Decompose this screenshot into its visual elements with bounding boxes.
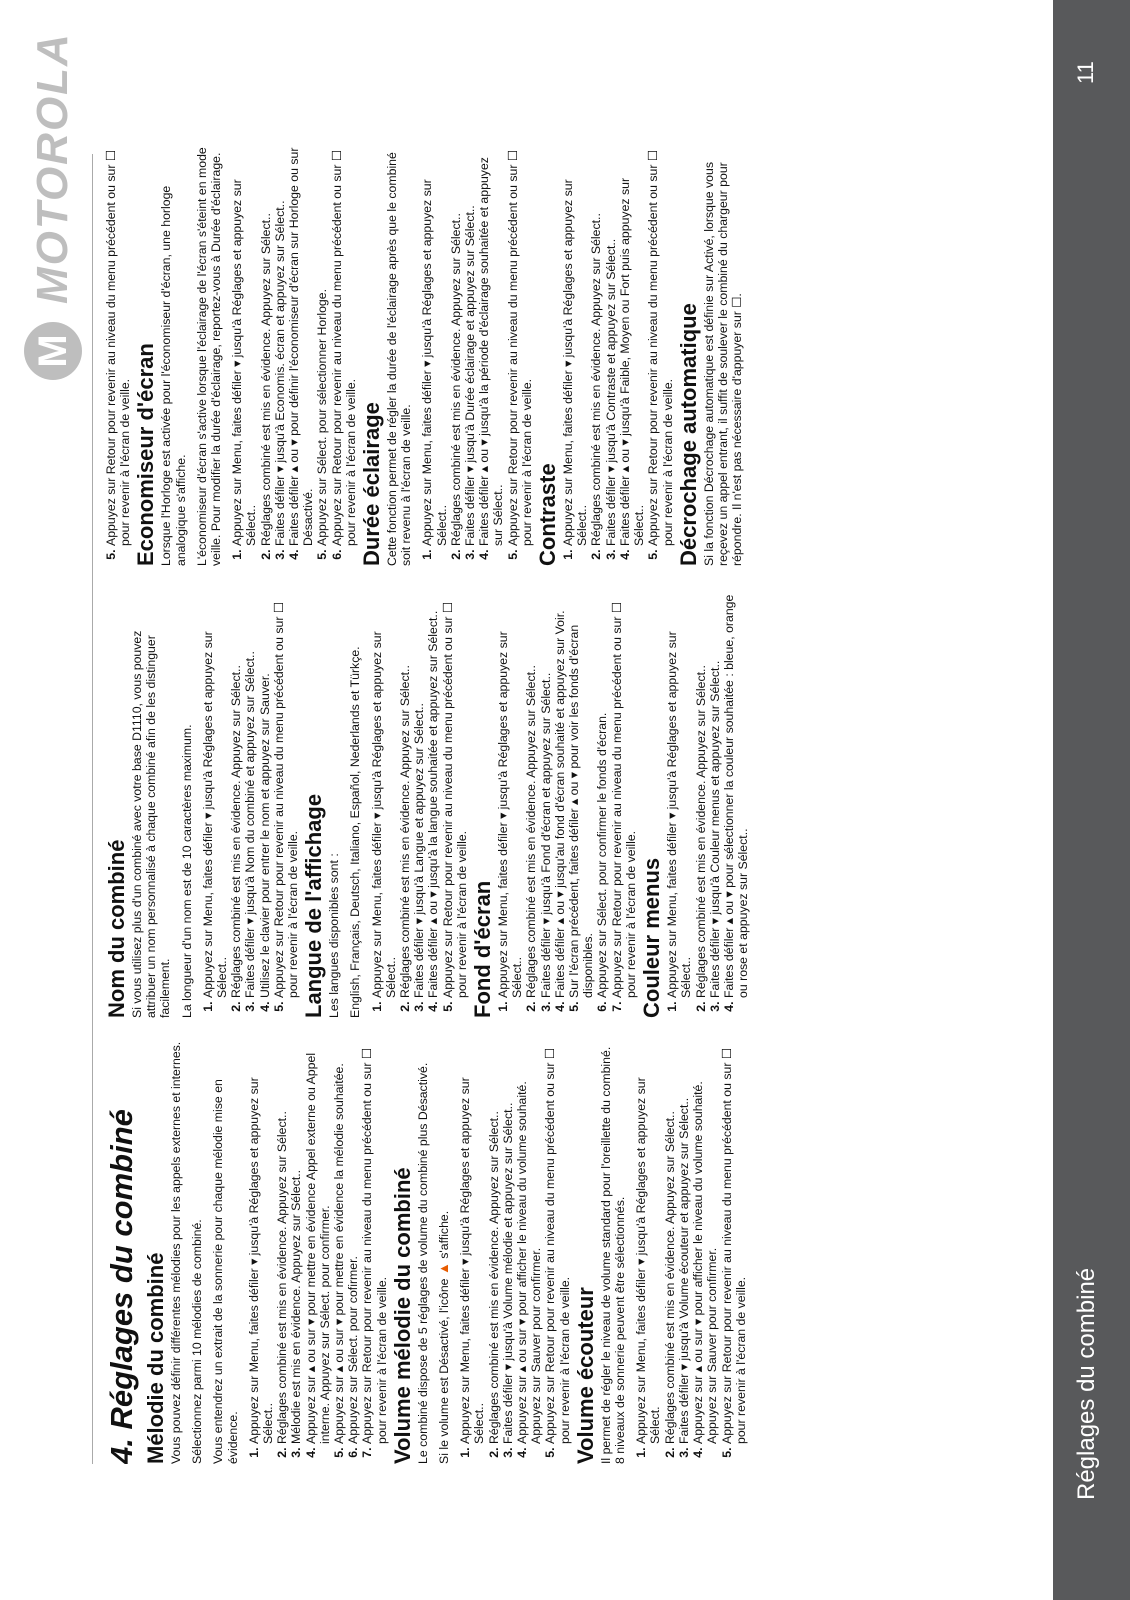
paragraph: L'économiseur d'écran s'active lorsque l'éclairage de l'écran s'éteint en mode veille. Pour modifier la durée d'éclairage, reportez-vous à Durée d'éclairage.	[194, 147, 224, 566]
step-item: 2. Réglages combiné est mis en évidence. Appuyez sur Sélect..	[275, 1039, 289, 1444]
step-item: 5. Appuyez sur Retour pour revenir au niveau du menu précédent ou sur ☐ pour revenir à l'écran de veille.	[646, 141, 674, 546]
paragraph: Lorsque l'Horloge est activée pour l'économiseur d'écran, une horloge analogique s'affiche.	[159, 185, 188, 566]
chapter-title: 4. Réglages du combiné	[104, 1109, 139, 1464]
paragraph: Les langues disponibles sont :	[327, 853, 342, 1018]
step-item: 4. Faites défiler ▴ ou ▾ jusqu'à la langue souhaitée et appuyez sur Sélect..	[426, 593, 440, 998]
paragraph: Le combiné dispose de 5 réglages de volume du combiné plus Désactivé.	[415, 1062, 430, 1464]
motorola-wordmark: MOTOROLA	[28, 32, 77, 304]
step-item: 1. Appuyez sur Menu, faites défiler ▾ jusqu'à Réglages et appuyez sur Sélect..	[496, 593, 524, 998]
step-item: 3. Mélodie est mis en évidence. Appuyez sur Sélect..	[289, 1039, 303, 1444]
steps-economiseur	[230, 141, 358, 566]
step-item: 2. Réglages combiné est mis en évidence. Appuyez sur Sélect..	[398, 593, 412, 998]
step-item: 2. Réglages combiné est mis en évidence. Appuyez sur Sélect..	[259, 141, 273, 546]
page-number: 11	[1073, 61, 1098, 84]
step-item: 4. Faites défiler ▴ ou ▾ jusqu'au fond d'écran souhaité et appuyez sur Voir.	[553, 593, 567, 998]
header-rule	[92, 154, 93, 1464]
paragraph: Vous pouvez définir différentes mélodies pour les appels externes et internes.	[169, 1041, 183, 1464]
step-item: 5. Appuyez sur Retour pour revenir au niveau du menu précédent ou sur ☐ pour revenir à l'écran de veille.	[720, 1039, 748, 1444]
steps-melodie	[247, 1039, 389, 1464]
step-item: 3. Faites défiler ▾ jusqu'à Volume écouteur et appuyez sur Sélect..	[677, 1039, 691, 1444]
paragraph: Cette fonction permet de régler la durée de l'éclairage après que le combiné soit revenu à l'écran de veille.	[385, 152, 414, 566]
step-item: 1. Appuyez sur Menu, faites défiler ▾ jusqu'à Réglages et appuyez sur Sélect..	[665, 593, 693, 998]
step-item: 5. Appuyez sur Retour pour revenir au niveau du menu précédent ou sur ☐ pour revenir à l'écran de veille.	[272, 593, 300, 998]
step-item: 5. Appuyez sur Retour pour revenir au niveau du menu précédent ou sur ☐ pour revenir à l'écran de veille.	[506, 141, 534, 546]
step-item: 4. Appuyez sur ▴ ou sur ▾ pour afficher le niveau du volume souhaité. Appuyez sur Sauver pour confirmer.	[691, 1039, 719, 1444]
step-item: 3. Faites défiler ▾ jusqu'à Langue et appuyez sur Sélect..	[412, 593, 426, 998]
section-title-couleur: Couleur menus	[639, 857, 665, 1018]
step-item: 3. Faites défiler ▾ jusqu'à Couleur menus et appuyez sur Sélect..	[708, 593, 722, 998]
step-item: 6. Appuyez sur Retour pour revenir au niveau du menu précédent ou sur ☐ pour revenir à l'écran de veille.	[330, 141, 358, 546]
steps-duree-eclairage	[420, 141, 534, 566]
steps-nom	[201, 593, 300, 1018]
step-item: 5. Appuyez sur ▴ ou sur ▾ pour mettre en évidence la mélodie souhaitée.	[332, 1039, 346, 1444]
step-item: 4. Faites défiler ▴ ou ▾ pour sélectionner la couleur souhaitée : bleue, orange ou rose et appuyez sur Sélect..	[722, 593, 750, 998]
step-item: 4. Appuyez sur ▴ ou sur ▾ pour mettre en évidence Appel externe ou Appel interne. Appuyez sur Sélect. pour confirmer.	[304, 1039, 332, 1444]
step-item: 3. Faites défiler ▾ jusqu'à Fond d'écran et appuyez sur Sélect..	[539, 593, 553, 998]
step-item: 5. Appuyez sur Retour pour revenir au niveau du menu précédent ou sur ☐ pour revenir à l'écran de veille.	[543, 1039, 571, 1444]
footer-section-label: Réglages du combiné	[1073, 1267, 1100, 1500]
step-item: 1. Appuyez sur Menu, faites défiler ▾ jusqu'à Réglages et appuyez sur Sélect..	[370, 593, 398, 998]
step-item: 3. Faites défiler ▾ jusqu'à Durée éclairage et appuyez sur Sélect..	[463, 141, 477, 546]
step-item: 2. Réglages combiné est mis en évidence. Appuyez sur Sélect..	[589, 141, 603, 546]
steps-couleur-continued	[104, 141, 132, 566]
step-item: 5. Sur l'écran précédent, faites défiler ▴ ou ▾ pour voir les fonds d'écran disponibles.	[567, 593, 595, 998]
step-item: 6. Appuyez sur Sélect. pour cofirmer.	[346, 1039, 360, 1444]
step-item: 4. Faites défiler ▴ ou ▾ jusqu'à Faible, Moyen ou Fort puis appuyez sur Sélect..	[618, 141, 646, 546]
step-item: 2. Réglages combiné est mis en évidence. Appuyez sur Sélect..	[663, 1039, 677, 1444]
step-item: 2. Réglages combiné est mis en évidence. Appuyez sur Sélect..	[449, 141, 463, 546]
paragraph: Il permet de régler le niveau de volume standard pour l'oreillette du combiné. 8 niveaux de sonnerie peuvent être sélectionnés.	[598, 1046, 628, 1464]
steps-contraste	[561, 141, 675, 566]
text: s'affiche.	[437, 1210, 452, 1259]
motorola-logo	[24, 32, 82, 380]
step-item: 5. Appuyez sur Retour pour revenir au niveau du menu précédent ou sur ☐ pour revenir à l'écran de veille.	[441, 593, 469, 998]
step-item: 1. Appuyez sur Menu, faites défiler ▾ jusqu'à Réglages et appuyez sur Sélect..	[458, 1039, 486, 1444]
step-item: 4. Utilisez le clavier pour entrer le nom et appuyez sur Sauver.	[258, 593, 272, 998]
step-item: 4. Faites défiler ▴ ou ▾ jusqu'à la période d'éclairage souhaitée et appuyez sur Sélect..	[477, 141, 505, 546]
paragraph: Si vous utilisez plus d'un combiné avec votre base D1110, vous pouvez attribuer un nom personnalisé à chaque combiné afin de les distinguer facilement.	[130, 630, 173, 1018]
step-item: 1. Appuyez sur Menu, faites défiler ▾ jusqu'à Réglages et appuyez sur Sélect..	[561, 141, 589, 546]
column-2	[104, 593, 1044, 1018]
section-title-duree-eclairage: Durée éclairage	[359, 402, 385, 566]
step-item: 4. Faites défiler ▴ ou ▾ pour définir l'économiseur d'écran sur Horloge ou sur Désactivé.	[287, 141, 315, 546]
paragraph: Sélectionnez parmi 10 mélodies de combiné.	[190, 1219, 205, 1464]
step-item: 6. Appuyez sur Sélect. pour confirmer le fonds d'écran.	[595, 593, 609, 998]
section-title-economiseur: Economiseur d'écran	[133, 343, 159, 566]
section-title-fond: Fond d'écran	[470, 880, 496, 1018]
paragraph: La longueur d'un nom est de 10 caractères maximum.	[179, 724, 194, 1018]
section-title-melodie: Mélodie du combiné	[143, 1252, 168, 1464]
steps-couleur	[665, 593, 750, 1018]
section-title-langue: Langue de l'affichage	[301, 793, 327, 1018]
section-title-decrochage: Décrochage automatique	[675, 303, 701, 566]
step-item: 5. Appuyez sur Sélect. pour sélectionner Horloge.	[315, 141, 329, 546]
motorola-m-icon: M	[24, 322, 82, 380]
footer-bar	[1053, 0, 1130, 1600]
steps-langue	[370, 593, 469, 1018]
step-item: 1. Appuyez sur Menu, faites défiler ▾ jusqu'à Réglages et appuyez sur Sélect..	[247, 1039, 275, 1444]
step-item: 3. Faites défiler ▾ jusqu'à Volume mélodie et appuyez sur Sélect..	[501, 1039, 515, 1444]
paragraph	[437, 1039, 451, 1464]
steps-volume-ecouteur	[634, 1039, 748, 1464]
column-3	[104, 141, 1044, 566]
section-title-volume-ecouteur: Volume écouteur	[572, 1287, 598, 1464]
step-item: 2. Réglages combiné est mis en évidence. Appuyez sur Sélect..	[487, 1039, 501, 1444]
step-item: 3. Faites défiler ▾ jusqu'à Nom du combiné et appuyez sur Sélect..	[243, 593, 257, 998]
step-item: 4. Appuyez sur ▴ ou sur ▾ pour afficher le niveau du volume souhaité. Appuyez sur Sauver pour confirmer.	[515, 1039, 543, 1444]
steps-fond	[496, 593, 638, 1018]
section-title-nom: Nom du combiné	[104, 839, 129, 1018]
step-item: 5. Appuyez sur Retour pour revenir au niveau du menu précédent ou sur ☐ pour revenir à l'écran de veille.	[104, 141, 132, 546]
text: Si le volume est Désactivé, l'icône	[437, 1278, 452, 1464]
step-item: 1. Appuyez sur Menu, faites défiler ▾ jusqu'à Réglages et appuyez sur Sélect..	[201, 593, 229, 998]
step-item: 2. Réglages combiné est mis en évidence. Appuyez sur Sélect..	[229, 593, 243, 998]
steps-volume-melodie	[458, 1039, 572, 1464]
paragraph: English, Français, Deutsch, Italiano, Español, Nederlands et Türkçe.	[348, 646, 363, 1018]
step-item: 2. Réglages combiné est mis en évidence. Appuyez sur Sélect..	[694, 593, 708, 998]
step-item: 3. Faites défiler ▾ jusqu'à Contraste et appuyez sur Sélect..	[604, 141, 618, 546]
section-title-volume-melodie: Volume mélodie du combiné	[389, 1167, 415, 1464]
step-item: 1. Appuyez sur Menu, faites défiler ▾ jusqu'à Réglages et appuyez sur Sélect..	[230, 141, 258, 546]
paragraph: Si la fonction Décrochage automatique est définie sur Activé, lorsque vous reçevez un appel entrant, il suffit de soulever le combiné du chargeur pour répondre. Il n'est pas nécessaire d'appuyer sur ☐.	[701, 162, 745, 566]
column-1	[104, 1039, 1044, 1464]
step-item: 7. Appuyez sur Retour pour revenir au niveau du menu précédent ou sur ☐ pour revenir à l'écran de veille.	[360, 1039, 388, 1444]
ringer-off-icon: ▲	[436, 1262, 452, 1276]
paragraph: Vous entendrez un extrait de la sonnerie pour chaque mélodie mise en évidence.	[211, 1079, 240, 1464]
step-item: 3. Faites défiler ▾ jusqu'à Economis. écran et appuyez sur Sélect..	[273, 141, 287, 546]
step-item: 1. Appuyez sur Menu, faites défiler ▾ jusqu'à Réglages et appuyez sur Sélect.	[634, 1039, 662, 1444]
step-item: 2. Réglages combiné est mis en évidence. Appuyez sur Sélect..	[524, 593, 538, 998]
section-title-contraste: Contraste	[535, 463, 561, 566]
step-item: 1. Appuyez sur Menu, faites défiler ▾ jusqu'à Réglages et appuyez sur Sélect..	[420, 141, 448, 546]
step-item: 7. Appuyez sur Retour pour revenir au niveau du menu précédent ou sur ☐ pour revenir à l'écran de veille.	[610, 593, 638, 998]
